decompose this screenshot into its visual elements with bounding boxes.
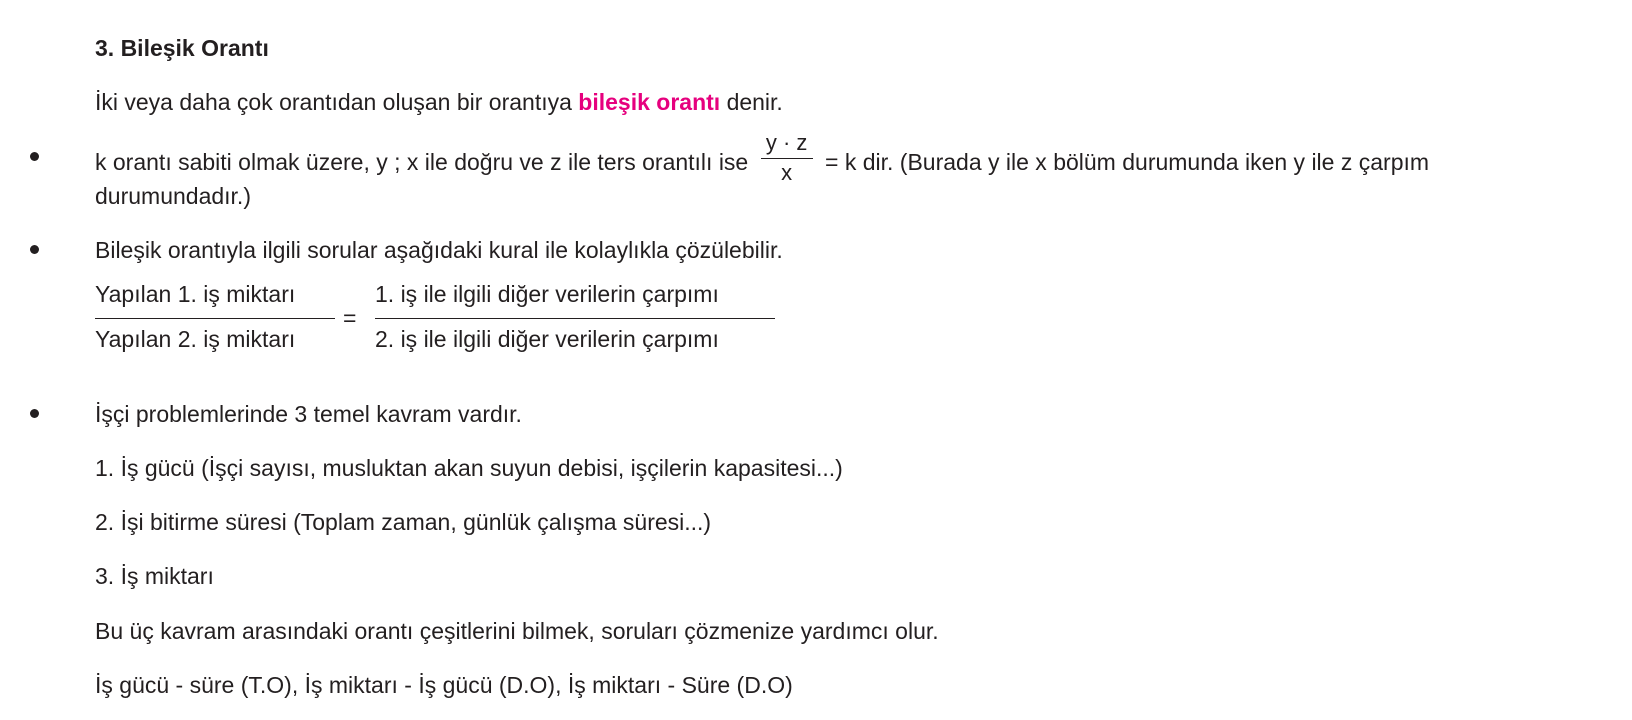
bullet1-line1: [95, 130, 1430, 186]
rule-left-numerator: Yapılan 1. iş miktarı: [95, 281, 296, 307]
concept-summary: Bu üç kavram arasındaki orantı çeşitlerini bilmek, soruları çözmenize yardımcı olur.: [95, 618, 939, 644]
concept-item-3: 3. İş miktarı: [95, 563, 214, 589]
concept-item-1: 1. İş gücü (İşçi sayısı, musluktan akan suyun debisi, işçilerin kapasitesi...): [95, 455, 843, 481]
rule-left-denominator: Yapılan 2. iş miktarı: [95, 326, 296, 352]
rule-left-bar: [95, 318, 335, 319]
rule-right-numerator: 1. iş ile ilgili diğer verilerin çarpımı: [375, 281, 719, 307]
rule-equals-sign: =: [343, 305, 357, 331]
compound-ratio-rule: [95, 280, 795, 360]
bullet3-text: İşçi problemlerinde 3 temel kavram vardır.: [95, 401, 522, 427]
bullet2-text: Bileşik orantıyla ilgili sorular aşağıdaki kural ile kolaylıkla çözülebilir.: [95, 237, 783, 263]
bullet-icon: [30, 245, 39, 254]
rule-right-bar: [375, 318, 775, 319]
fraction-bar: [761, 158, 813, 159]
concept-item-2: 2. İşi bitirme süresi (Toplam zaman, günlük çalışma süresi...): [95, 509, 712, 535]
section-title: 3. Bileşik Orantı: [95, 35, 269, 61]
intro-text-before: İki veya daha çok orantıdan oluşan bir orantıya: [95, 89, 572, 115]
fraction-denominator: x: [781, 160, 793, 185]
rule-right-denominator: 2. iş ile ilgili diğer verilerin çarpımı: [375, 326, 719, 352]
bullet-icon: [30, 409, 39, 418]
bullet1-text-after: = k dir. (Burada y ile x bölüm durumunda iken y ile z çarpım: [825, 149, 1430, 176]
intro-highlight-term: bileşik orantı: [578, 89, 721, 115]
intro-text-after: denir.: [726, 89, 783, 115]
yz-over-x-fraction: [761, 130, 813, 186]
bullet1-line2: durumundadır.): [95, 183, 251, 209]
bullet-icon: [30, 152, 39, 161]
concept-relations: İş gücü - süre (T.O), İş miktarı - İş gücü (D.O), İş miktarı - Süre (D.O): [95, 672, 793, 698]
intro-paragraph: [95, 88, 783, 116]
fraction-numerator: y · z: [765, 130, 808, 155]
bullet1-text-before: k orantı sabiti olmak üzere, y ; x ile doğru ve z ile ters orantılı ise: [95, 149, 749, 176]
